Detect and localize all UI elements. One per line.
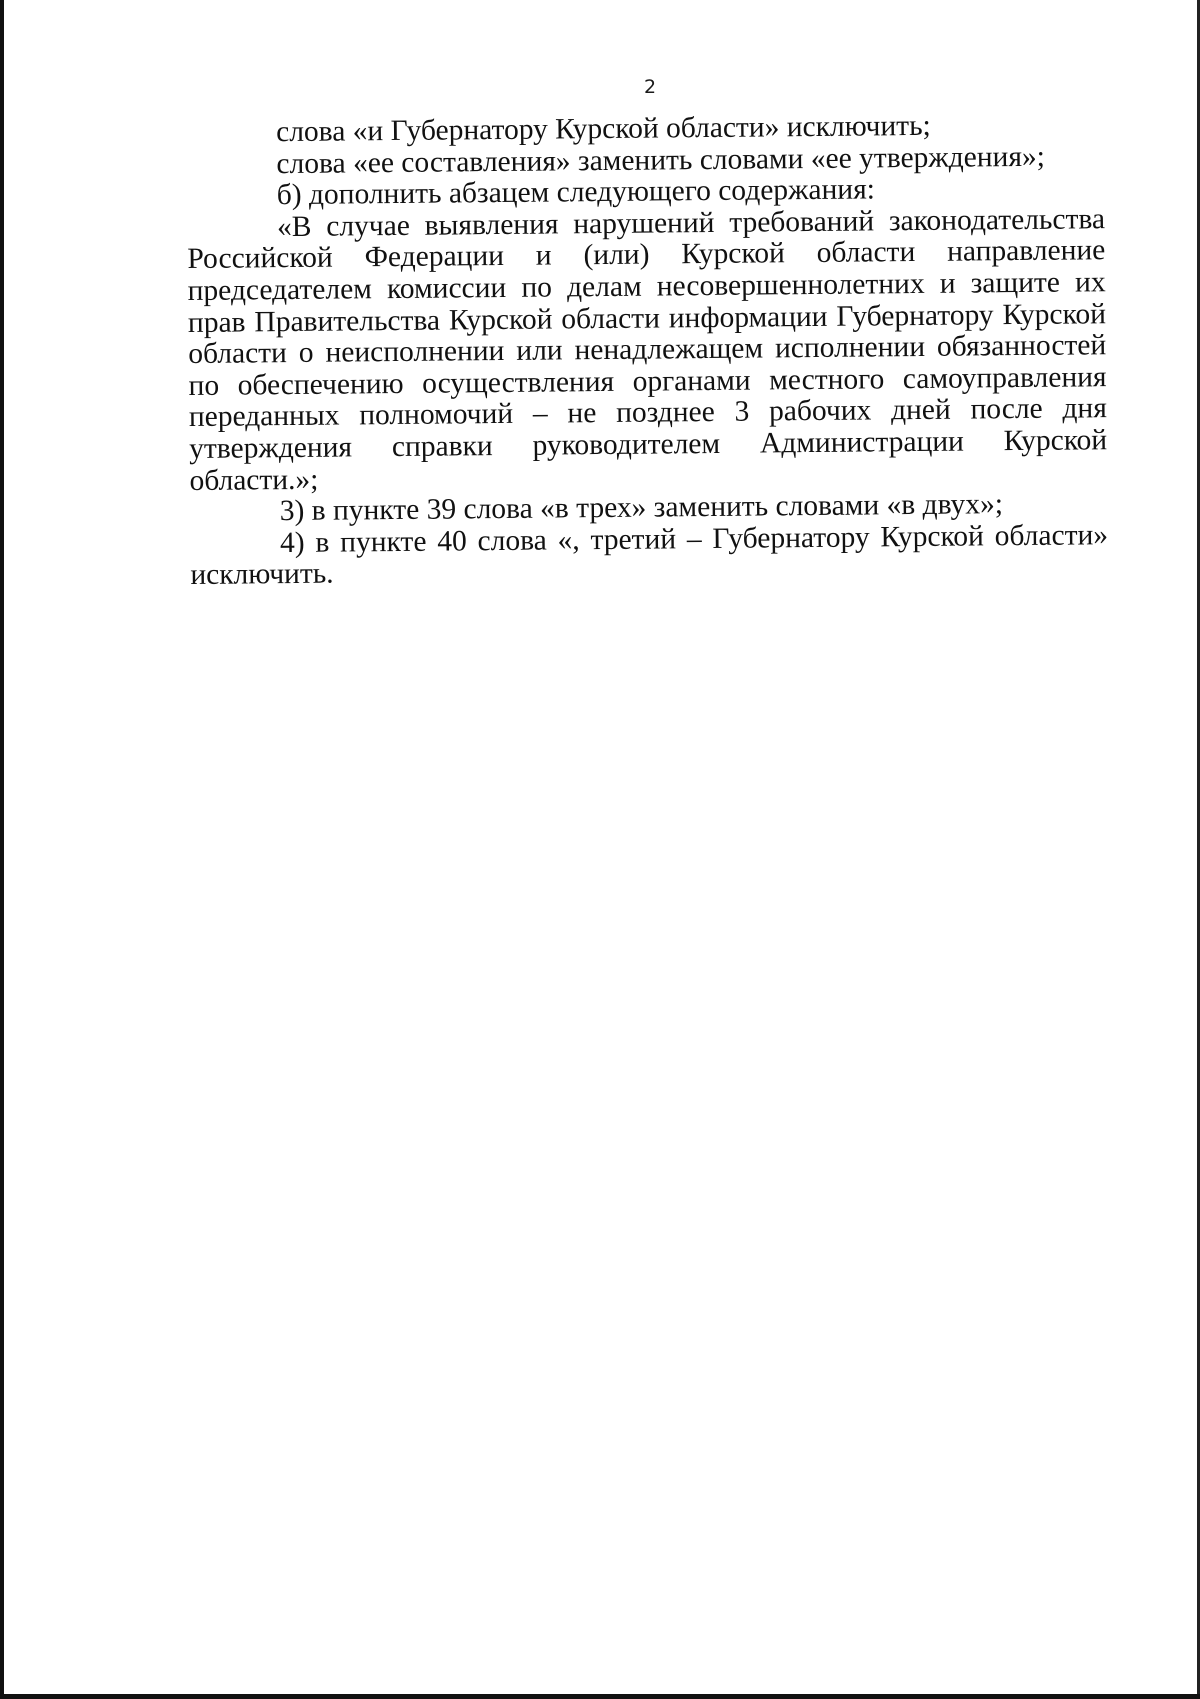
paragraph-quoted-clause: «В случае выявления нарушений требований законодательства Российской Федерации и (или) Курской области направление председателем комиссии по делам несовершеннолетних и защите их прав Правительства Курской области информации Губернатору Курской области о неисполнении или ненадлежащем исполнении обязанностей по обеспечению осуществления органами местного самоуправления переданных полномочий – не позднее 3 рабочих дней после дня утверждения справки руководителем Администрации Курской области.»; [187,202,1108,497]
paragraph-add-clause: б) дополнить абзацем следующего содержания: [276,173,876,212]
page-number: 2 [643,76,657,98]
paragraph-exclude-governor: слова «и Губернатору Курской области» исключить; [275,109,931,149]
scan-edge-left [0,0,4,1699]
document-body [186,109,1109,592]
paragraph-replace-words: слова «ее составления» заменить словами «ее утверждения»; [276,140,1046,180]
paragraph-item-4: 4) в пункте 40 слова «, третий – Губернатору Курской области» исключить. [190,518,1109,592]
paragraph-item-3: 3) в пункте 39 слова «в трех» заменить словами «в двух»; [279,488,1004,528]
scan-edge-bottom [0,1694,1200,1699]
